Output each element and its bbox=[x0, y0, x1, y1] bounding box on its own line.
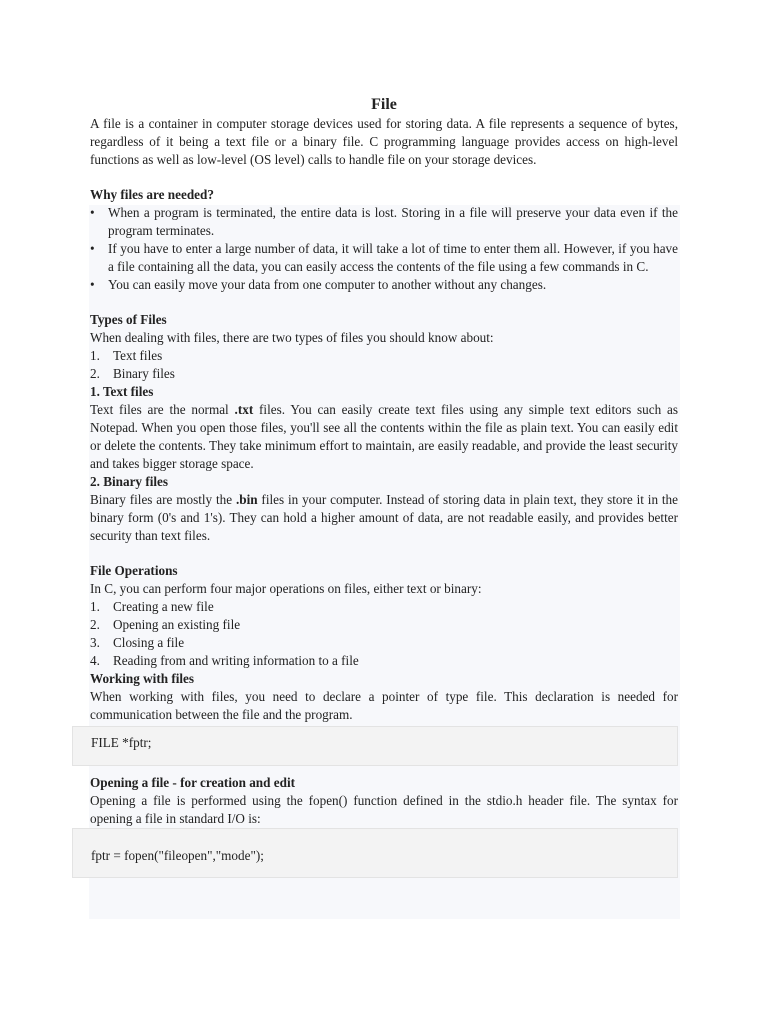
operations-heading: File Operations bbox=[90, 563, 178, 578]
operations-list bbox=[90, 598, 678, 670]
text-files-paragraph: Text files are the normal .txt files. You can easily create text files using any simple text editors such as Notepad. When you open those files, you'll see all the contents within the file as plain text. You can easily edit or delete the contents. They take minimum effort to maintain, are easily readable, and provide the least security and takes bigger storage space. bbox=[90, 402, 678, 471]
types-list bbox=[90, 347, 678, 383]
list-item: 1. Text files bbox=[90, 348, 163, 363]
list-item: 4. Reading from and writing information to a file bbox=[90, 653, 359, 668]
binary-files-paragraph: Binary files are mostly the .bin files in your computer. Instead of storing data in plain text, they store it in the binary form (0's and 1's). They can hold a higher amount of data, are not readable easily, and provides better security than text files. bbox=[90, 492, 678, 543]
types-heading: Types of Files bbox=[90, 312, 167, 327]
list-item: 1. Creating a new file bbox=[90, 599, 214, 614]
list-item: 3. Closing a file bbox=[90, 635, 185, 650]
why-heading: Why files are needed? bbox=[90, 187, 214, 202]
code-block-fopen: fptr = fopen("fileopen","mode"); bbox=[72, 828, 678, 878]
working-paragraph: When working with files, you need to declare a pointer of type file. This declaration is needed for communication between the file and the program. bbox=[90, 689, 678, 722]
list-item: 2. Binary files bbox=[90, 366, 175, 381]
text-files-heading: 1. Text files bbox=[90, 384, 154, 399]
intro-paragraph: A file is a container in computer storage devices used for storing data. A file represents a sequence of bytes, regardless of it being a text file or a binary file. C programming language provides access on high-level functions as well as low-level (OS level) calls to handle file on your storage devices. bbox=[90, 116, 678, 167]
page-title: File bbox=[371, 96, 397, 113]
types-intro: When dealing with files, there are two types of files you should know about: bbox=[90, 330, 494, 345]
list-item: • If you have to enter a large number of data, it will take a lot of time to enter them all. However, if you have a file containing all the data, you can easily access the contents of the file using a few commands in C. bbox=[90, 241, 678, 274]
operations-intro: In C, you can perform four major operations on files, either text or binary: bbox=[90, 581, 482, 596]
bullet-marker: • bbox=[90, 205, 95, 220]
bullet-marker: • bbox=[90, 241, 95, 256]
opening-paragraph: Opening a file is performed using the fopen() function defined in the stdio.h header file. The syntax for opening a file in standard I/O is: bbox=[90, 793, 678, 826]
binary-files-heading: 2. Binary files bbox=[90, 474, 169, 489]
why-list bbox=[90, 204, 678, 294]
list-item: • You can easily move your data from one computer to another without any changes. bbox=[90, 277, 547, 292]
list-item: 2. Opening an existing file bbox=[90, 617, 241, 632]
bullet-marker: • bbox=[90, 277, 95, 292]
opening-heading: Opening a file - for creation and edit bbox=[90, 775, 296, 790]
working-heading: Working with files bbox=[90, 671, 195, 686]
document-content bbox=[90, 95, 678, 878]
list-item: • When a program is terminated, the entire data is lost. Storing in a file will preserve your data even if the program terminates. bbox=[90, 205, 678, 238]
code-block-declaration: FILE *fptr; bbox=[72, 726, 678, 766]
